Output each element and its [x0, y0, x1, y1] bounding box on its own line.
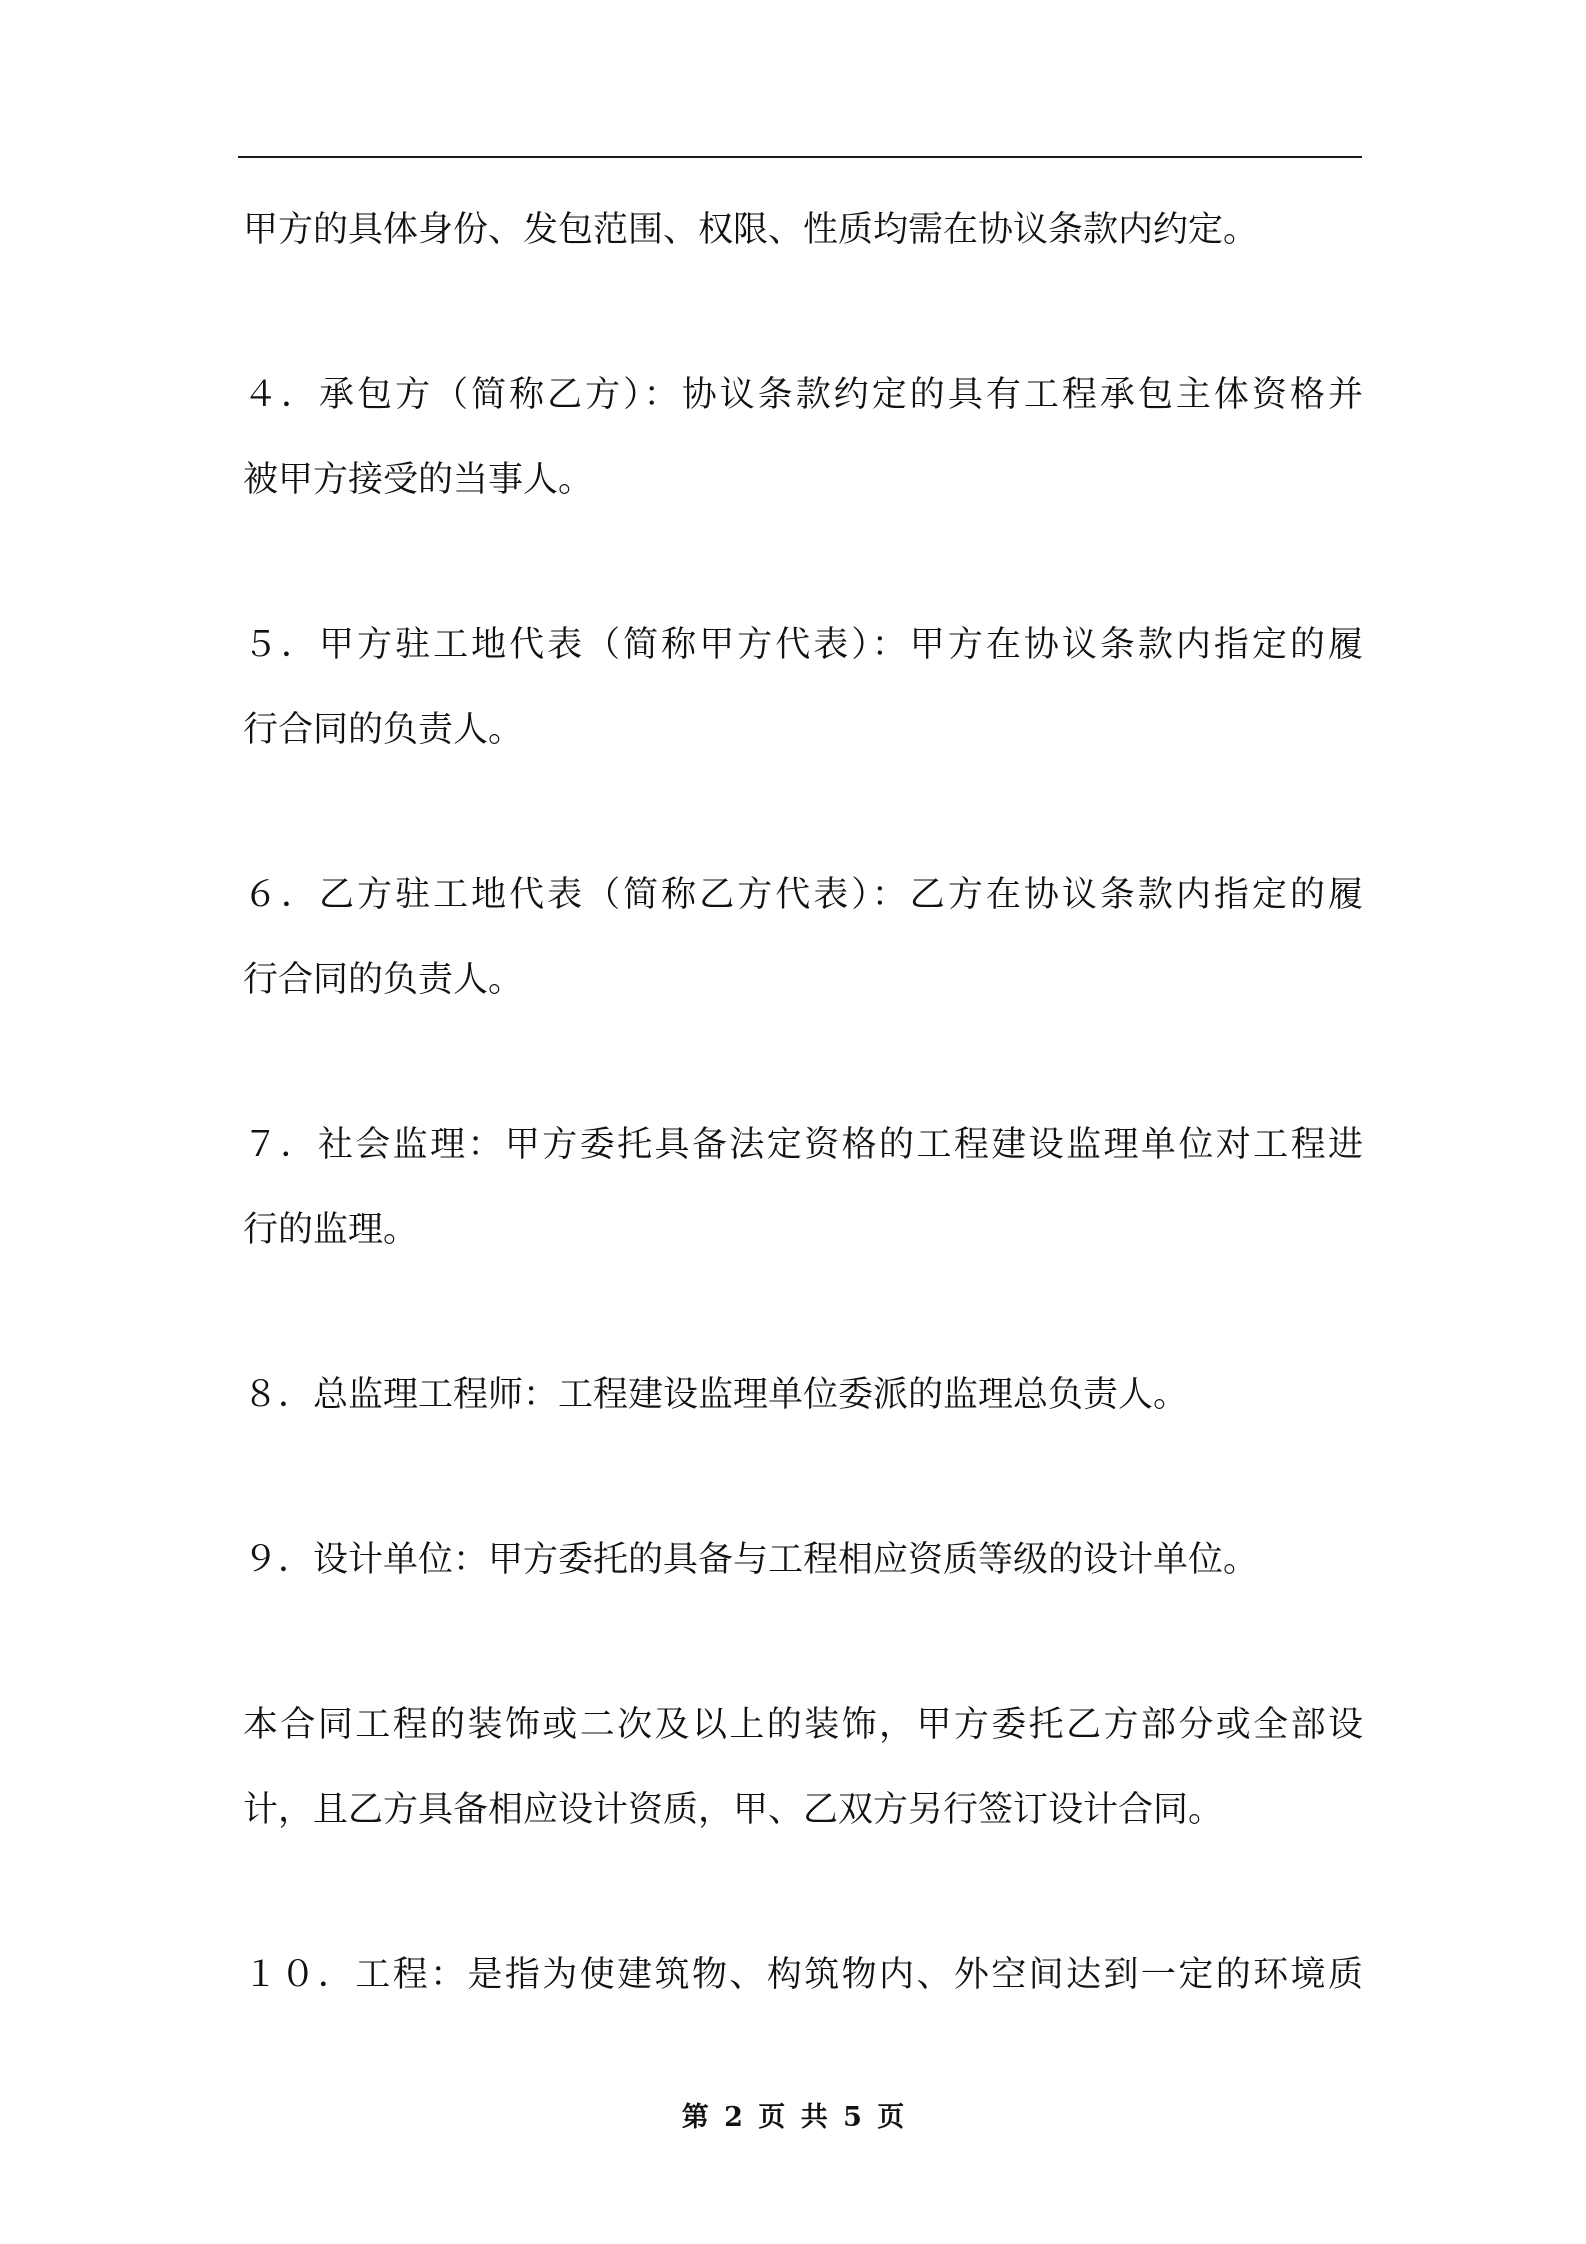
design-note-line-2: 计，且乙方具备相应设计资质，甲、乙双方另行签订设计合同。	[243, 1790, 1224, 1830]
clause-4-line-2: 被甲方接受的当事人。	[243, 460, 594, 500]
clause-7-line-1: ７．社会监理：甲方委托具备法定资格的工程建设监理单位对工程进	[243, 1125, 1363, 1165]
design-note-line-1: 本合同工程的装饰或二次及以上的装饰，甲方委托乙方部分或全部设	[243, 1705, 1363, 1745]
clause-4-line-1: ４．承包方（简称乙方）：协议条款约定的具有工程承包主体资格并	[243, 375, 1363, 415]
clause-5-line-1: ５．甲方驻工地代表（简称甲方代表）：甲方在协议条款内指定的履	[243, 625, 1363, 665]
header-rule	[238, 156, 1362, 158]
clause-5-line-2: 行合同的负责人。	[243, 710, 524, 750]
page-number-footer: 第 2 页 共 5 页	[681, 2102, 905, 2133]
clause-8-line: ８．总监理工程师：工程建设监理单位委派的监理总负责人。	[243, 1375, 1189, 1415]
clause-9-line: ９．设计单位：甲方委托的具备与工程相应资质等级的设计单位。	[243, 1540, 1259, 1580]
paragraph-line: 甲方的具体身份、发包范围、权限、性质均需在协议条款内约定。	[243, 210, 1259, 250]
clause-10-line-1: １０．工程：是指为使建筑物、构筑物内、外空间达到一定的环境质	[243, 1955, 1363, 1995]
clause-7-line-2: 行的监理。	[243, 1210, 419, 1250]
clause-6-line-2: 行合同的负责人。	[243, 960, 524, 1000]
clause-6-line-1: ６．乙方驻工地代表（简称乙方代表）：乙方在协议条款内指定的履	[243, 875, 1363, 915]
